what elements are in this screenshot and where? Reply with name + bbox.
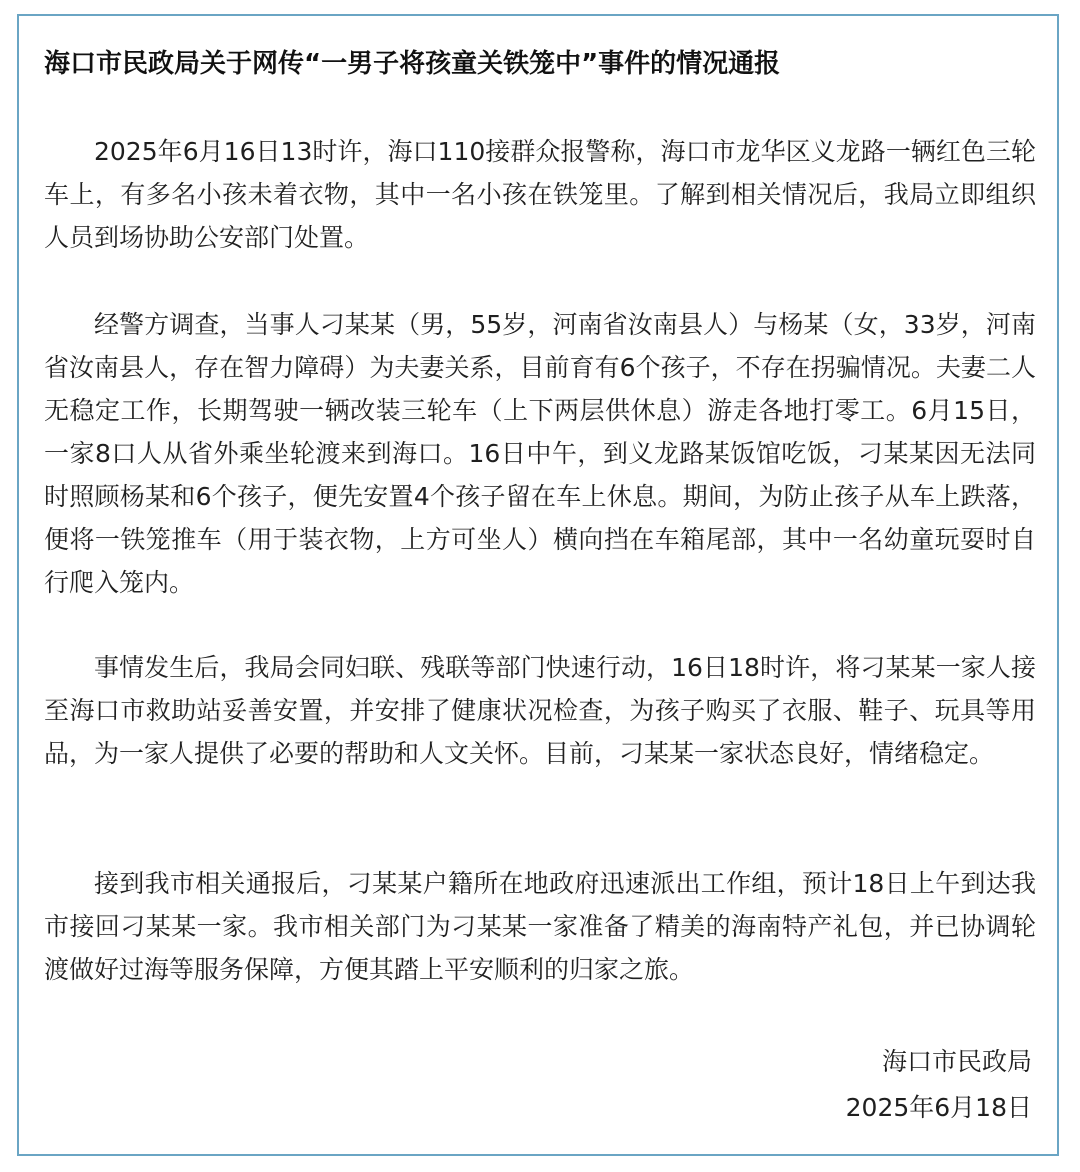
notice-paragraph-2: 经警方调查，当事人刁某某（男，55岁，河南省汝南县人）与杨某（女，33岁，河南省汝南县人，存在智力障碍）为夫妻关系，目前育有6个孩子，不存在拐骗情况。夫妻二人无稳定工作，长期驾驶一辆改装三轮车（上下两层供休息）游走各地打零工。6月15日，一家8口人从省外乘坐轮渡来到海口。16日中午，到义龙路某饭馆吃饭，刁某某因无法同时照顾杨某和6个孩子，便先安置4个孩子留在车上休息。期间，为防止孩子从车上跌落，便将一铁笼推车（用于装衣物，上方可坐人）横向挡在车箱尾部，其中一名幼童玩耍时自行爬入笼内。: [44, 310, 1036, 597]
signature-organization: 海口市民政局: [881, 1047, 1032, 1076]
signature-date: 2025年6月18日: [845, 1093, 1032, 1122]
notice-paragraph-4: 接到我市相关通报后，刁某某户籍所在地政府迅速派出工作组，预计18日上午到达我市接回刁某某一家。我市相关部门为刁某某一家准备了精美的海南特产礼包，并已协调轮渡做好过海等服务保障，方便其踏上平安顺利的归家之旅。: [44, 869, 1036, 984]
notice-paragraph-3: 事情发生后，我局会同妇联、残联等部门快速行动，16日18时许，将刁某某一家人接至海口市救助站妥善安置，并安排了健康状况检查，为孩子购买了衣服、鞋子、玩具等用品，为一家人提供了必要的帮助和人文关怀。目前，刁某某一家状态良好，情绪稳定。: [44, 653, 1036, 768]
notice-paragraph-1: 2025年6月16日13时许，海口110接群众报警称，海口市龙华区义龙路一辆红色三轮车上，有多名小孩未着衣物，其中一名小孩在铁笼里。了解到相关情况后，我局立即组织人员到场协助公安部门处置。: [44, 137, 1036, 252]
notice-title: 海口市民政局关于网传“一男子将孩童关铁笼中”事件的情况通报: [44, 49, 781, 79]
